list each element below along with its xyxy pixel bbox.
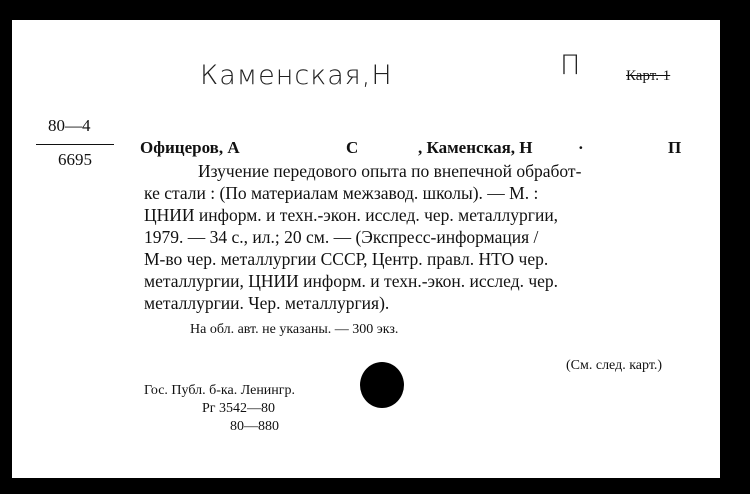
description-line: М-во чер. металлургии СССР, Центр. правл. НТО чер. <box>144 249 549 269</box>
description-line: металлургии. Чер. металлургия). <box>144 293 390 313</box>
catalog-card <box>12 20 720 478</box>
author-name: Офицеров, А <box>140 138 240 157</box>
punch-hole <box>360 362 404 408</box>
heading-dot: · <box>578 138 584 157</box>
description-line: ЦНИИ информ. и техн.-экон. исслед. чер. металлургии, <box>144 205 559 225</box>
edition-note: На обл. авт. не указаны. — 300 экз. <box>190 322 399 337</box>
description-line: ке стали : (По материалам межзавод. школы). — М. : <box>144 183 539 203</box>
holding-library <box>144 382 295 436</box>
call-number-bottom: 6695 <box>58 150 92 169</box>
library-name: Гос. Публ. б-ка. Ленингр. <box>144 383 296 398</box>
call-number-divider <box>36 144 114 145</box>
description-line: металлургии, ЦНИИ информ. и техн.-экон. исслед. чер. <box>144 271 559 291</box>
registration-number: Рг 3542—80 <box>202 401 276 416</box>
description-line: 1979. — 34 с., ил.; 20 см. — (Экспресс-информация / <box>144 227 539 247</box>
call-number-top: 80—4 <box>48 116 91 135</box>
accession-code: 80—880 <box>230 419 279 434</box>
description-line: Изучение передового опыта по внепечной обработ- <box>198 161 582 181</box>
see-next-card: (См. след. карт.) <box>566 358 663 373</box>
coauthor-name: , Каменская, Н <box>418 138 533 157</box>
handwritten-name: Каменская,Н <box>200 60 393 91</box>
bibliographic-description <box>144 160 714 314</box>
card-number: Карт. 1 <box>626 68 671 84</box>
author-initial: С <box>346 138 359 157</box>
coauthor-initial: П <box>668 138 682 157</box>
handwritten-letter: П <box>560 50 581 81</box>
